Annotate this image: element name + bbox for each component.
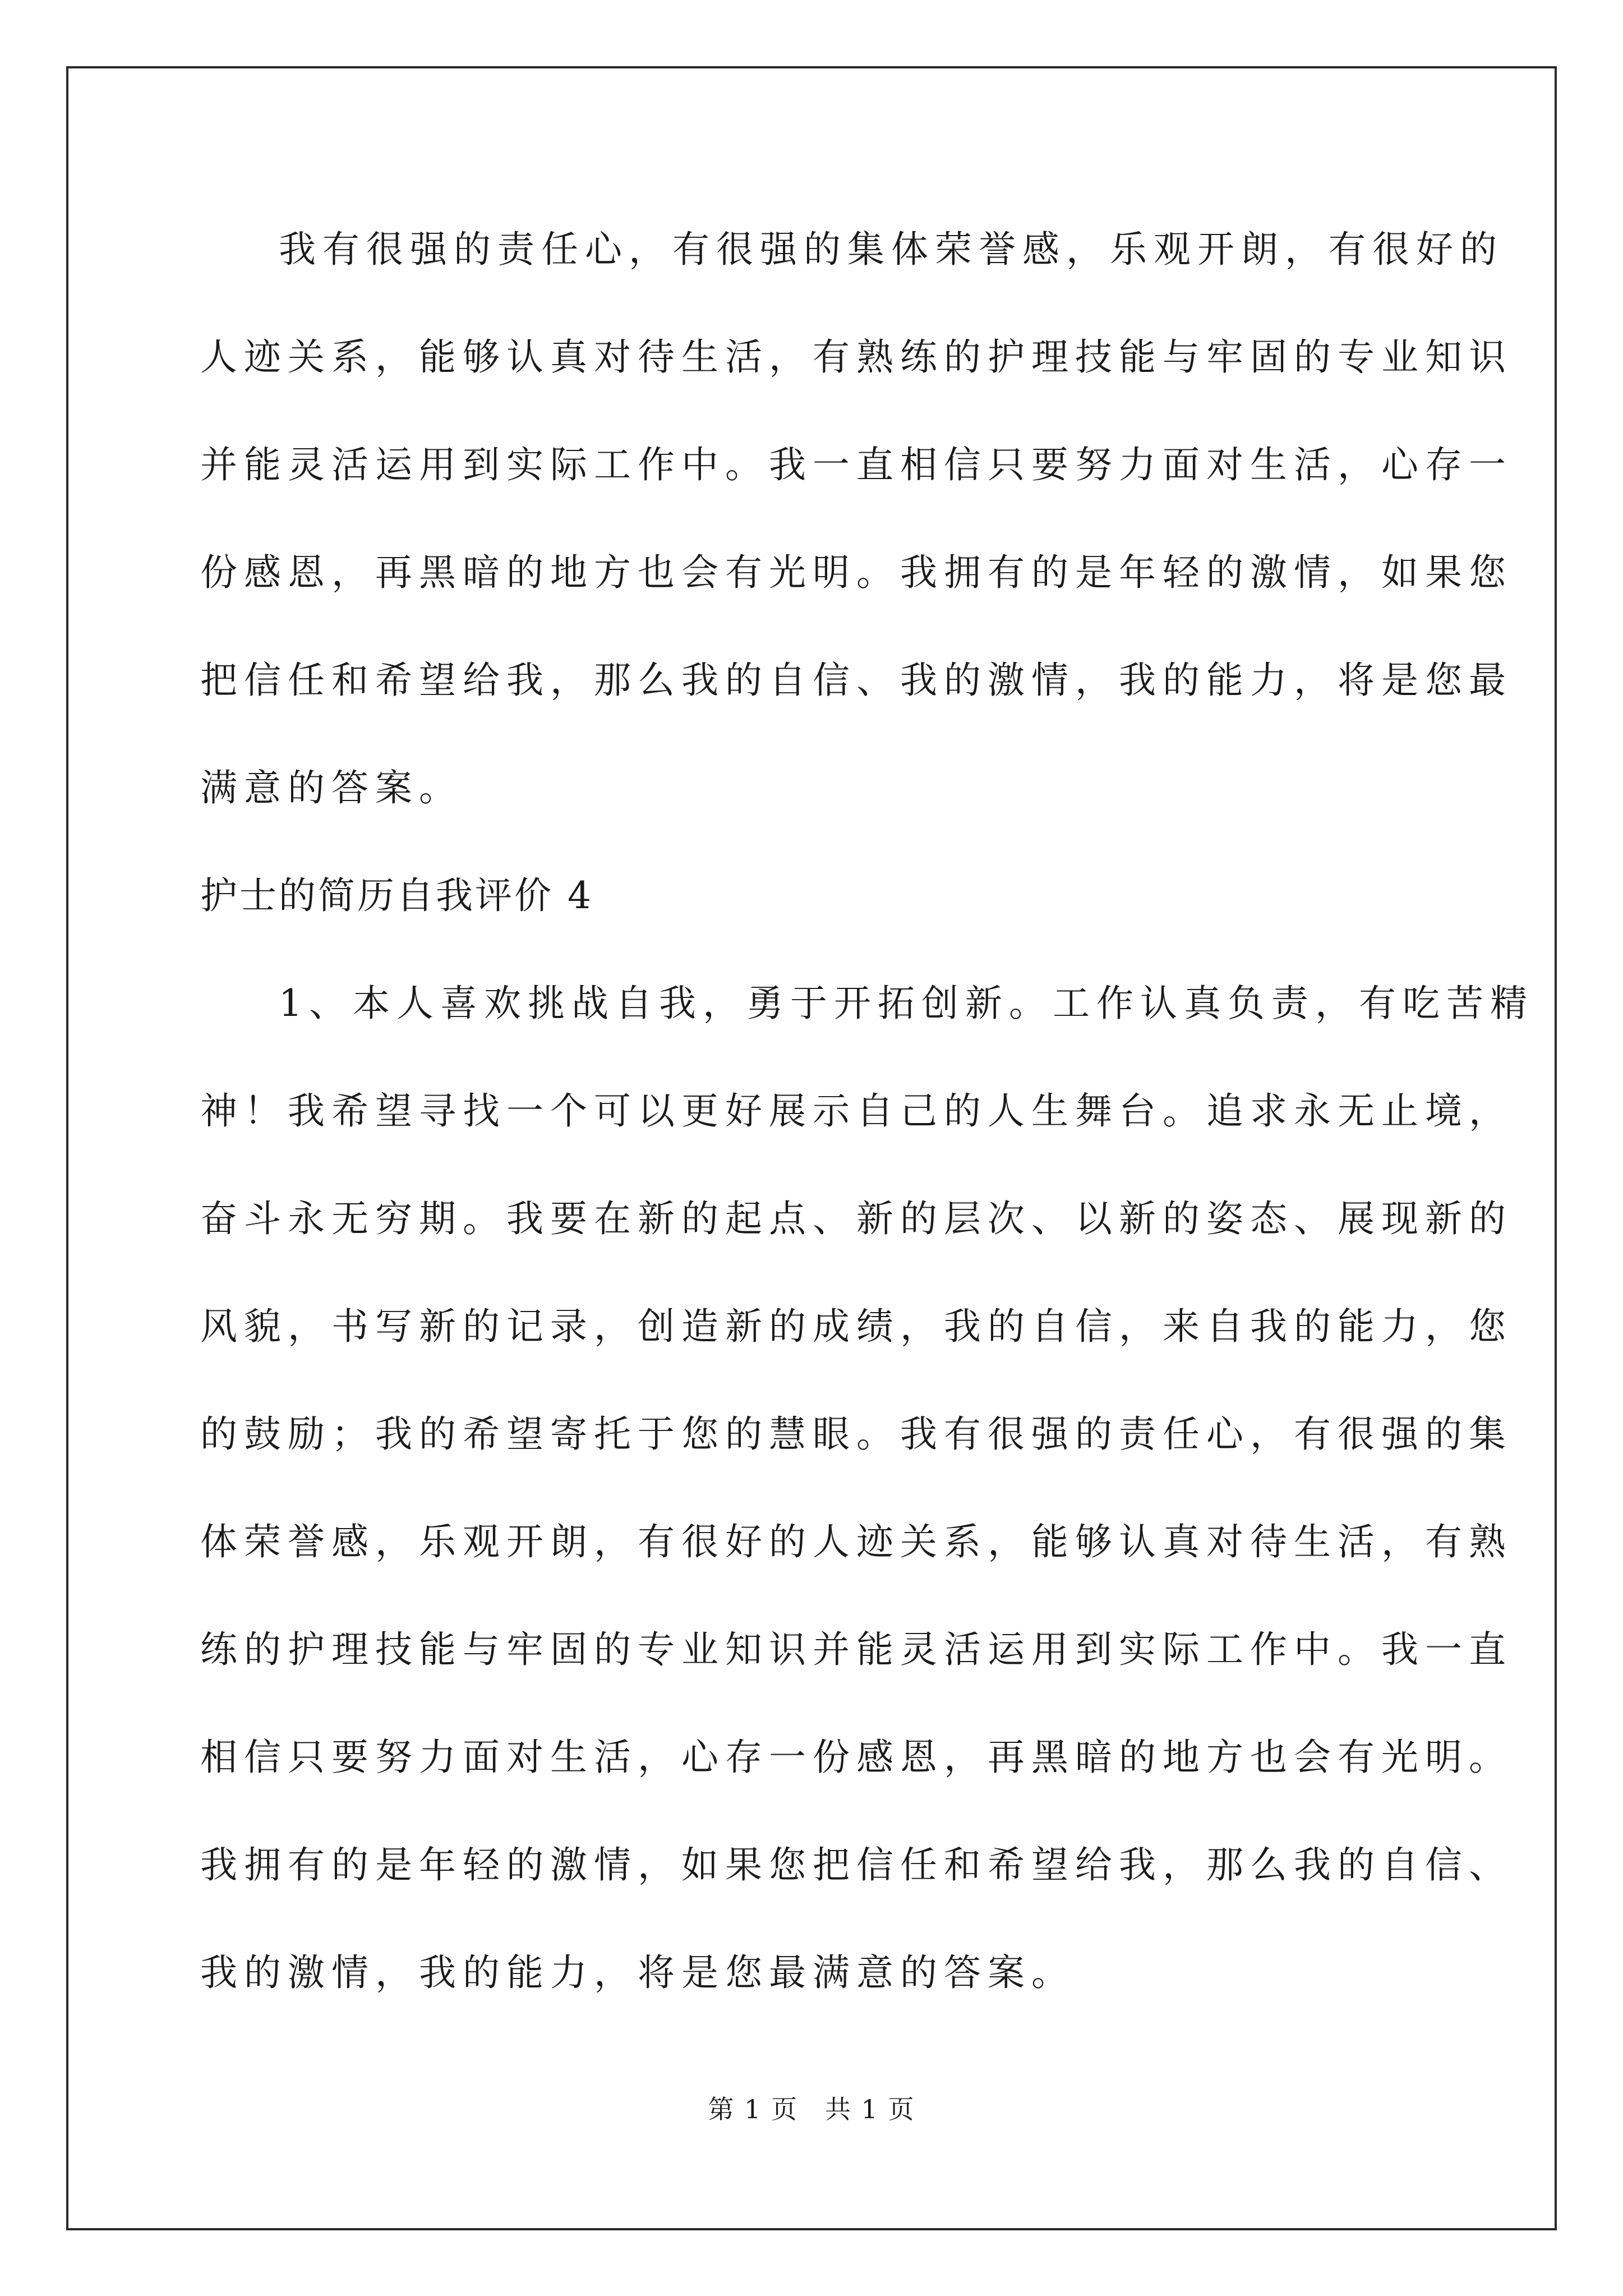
paragraph-1-line: 我有很强的责任心，有很强的集体荣誉感，乐观开朗，有很好的 bbox=[279, 228, 1504, 271]
paragraph-1-line: 满意的答案。 bbox=[200, 766, 463, 809]
paragraph-2-line: 1、本人喜欢挑战自我，勇于开拓创新。工作认真负责，有吃苦精 bbox=[279, 982, 1534, 1025]
paragraph-1-line: 把信任和希望给我，那么我的自信、我的激情，我的能力，将是您最 bbox=[200, 659, 1513, 702]
section-heading: 护士的简历自我评价 4 bbox=[200, 874, 593, 917]
paragraph-2-line: 我的激情，我的能力，将是您最满意的答案。 bbox=[200, 1951, 1075, 1994]
paragraph-1-line: 份感恩，再黑暗的地方也会有光明。我拥有的是年轻的激情，如果您 bbox=[200, 551, 1513, 594]
paragraph-2-line: 神！我希望寻找一个可以更好展示自己的人生舞台。追求永无止境， bbox=[200, 1089, 1513, 1133]
paragraph-2-line: 练的护理技能与牢固的专业知识并能灵活运用到实际工作中。我一直 bbox=[200, 1628, 1513, 1671]
paragraph-2-line: 体荣誉感，乐观开朗，有很好的人迹关系，能够认真对待生活，有熟 bbox=[200, 1520, 1513, 1563]
paragraph-2-line: 相信只要努力面对生活，心存一份感恩，再黑暗的地方也会有光明。 bbox=[200, 1736, 1513, 1779]
paragraph-1-line: 人迹关系，能够认真对待生活，有熟练的护理技能与牢固的专业知识 bbox=[200, 335, 1513, 379]
page-border bbox=[66, 66, 1557, 2230]
paragraph-2-line: 奋斗永无穷期。我要在新的起点、新的层次、以新的姿态、展现新的 bbox=[200, 1197, 1513, 1240]
paragraph-2-line: 的鼓励；我的希望寄托于您的慧眼。我有很强的责任心，有很强的集 bbox=[200, 1412, 1513, 1456]
paragraph-2-line: 我拥有的是年轻的激情，如果您把信任和希望给我，那么我的自信、 bbox=[200, 1843, 1513, 1887]
page-footer: 第 1 页 共 1 页 bbox=[708, 2094, 915, 2124]
paragraph-1-line: 并能灵活运用到实际工作中。我一直相信只要努力面对生活，心存一 bbox=[200, 443, 1513, 486]
paragraph-2-line: 风貌，书写新的记录，创造新的成绩，我的自信，来自我的能力，您 bbox=[200, 1305, 1513, 1348]
